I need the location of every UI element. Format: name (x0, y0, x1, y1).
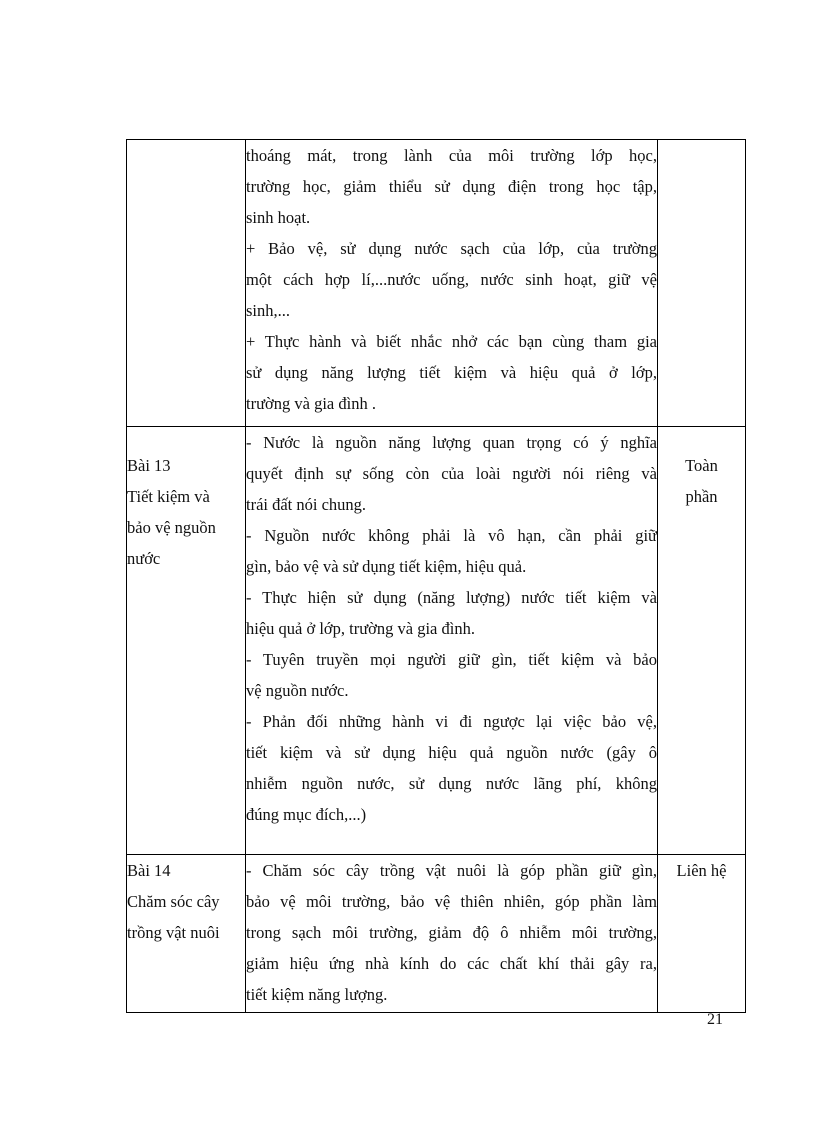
content-line: nhiễm nguồn nước, sử dụng nước lãng phí, không (246, 774, 657, 793)
lesson-cell (127, 855, 246, 1013)
table-row (127, 427, 746, 855)
content-line: gìn, bảo vệ và sử dụng tiết kiệm, hiệu quả. (246, 557, 527, 576)
table-row (127, 140, 746, 427)
type-cell (658, 855, 746, 1013)
type-cell (658, 140, 746, 427)
content-cell (246, 140, 658, 427)
content-line: bảo vệ môi trường, bảo vệ thiên nhiên, góp phần làm (246, 892, 657, 911)
lesson-cell (127, 427, 246, 855)
lesson-number: Bài 14 (127, 861, 171, 880)
table-row (127, 855, 746, 1013)
content-line: trái đất nói chung. (246, 495, 367, 514)
content-line: + Bảo vệ, sử dụng nước sạch của lớp, của trường (246, 239, 657, 258)
content-line: trong sạch môi trường, giảm độ ô nhiễm môi trường, (246, 923, 657, 942)
content-line: sinh,... (246, 301, 291, 320)
content-line: - Nguồn nước không phải là vô hạn, cần phải giữ (246, 526, 657, 545)
type-cell (658, 427, 746, 855)
content-line: đúng mục đích,...) (246, 805, 367, 824)
integration-type-line: Toàn (685, 456, 718, 475)
lesson-title-line: trồng vật nuôi (127, 923, 220, 942)
page-number: 21 (707, 1011, 723, 1028)
content-line: một cách hợp lí,...nước uống, nước sinh hoạt, giữ vệ (246, 270, 657, 289)
content-line: - Chăm sóc cây trồng vật nuôi là góp phần giữ gìn, (246, 861, 657, 880)
integration-type-line: Liên hệ (676, 861, 727, 880)
content-line: tiết kiệm năng lượng. (246, 985, 388, 1004)
lesson-title-line: bảo vệ nguồn (127, 518, 216, 537)
content-line: - Thực hiện sử dụng (năng lượng) nước tiết kiệm và (246, 588, 657, 607)
content-line: tiết kiệm và sử dụng hiệu quả nguồn nước (gây ô (246, 743, 657, 762)
lesson-title-line: nước (127, 549, 161, 568)
content-line: trường và gia đình . (246, 394, 376, 413)
content-line: sử dụng năng lượng tiết kiệm và hiệu quả ở lớp, (246, 363, 657, 382)
lesson-number: Bài 13 (127, 456, 171, 475)
content-line: giảm hiệu ứng nhà kính do các chất khí thải gây ra, (246, 954, 657, 973)
content-line: quyết định sự sống còn của loài người nói riêng và (246, 464, 657, 483)
content-line: thoáng mát, trong lành của môi trường lớp học, (246, 146, 657, 165)
content-line: - Tuyên truyền mọi người giữ gìn, tiết kiệm và bảo (246, 650, 657, 669)
content-line: - Phản đối những hành vi đi ngược lại việc bảo vệ, (246, 712, 657, 731)
content-line: + Thực hành và biết nhắc nhở các bạn cùng tham gia (246, 332, 657, 351)
content-line: vệ nguồn nước. (246, 681, 349, 700)
curriculum-table (126, 139, 746, 1013)
content-line: hiệu quả ở lớp, trường và gia đình. (246, 619, 475, 638)
content-line: - Nước là nguồn năng lượng quan trọng có ý nghĩa (246, 433, 657, 452)
content-cell (246, 855, 658, 1013)
lesson-cell (127, 140, 246, 427)
lesson-title-line: Chăm sóc cây (127, 892, 220, 911)
integration-type-line: phần (685, 487, 718, 506)
content-line: trường học, giảm thiểu sử dụng điện trong học tập, (246, 177, 657, 196)
lesson-title-line: Tiết kiệm và (127, 487, 210, 506)
content-cell (246, 427, 658, 855)
content-line: sinh hoạt. (246, 208, 311, 227)
